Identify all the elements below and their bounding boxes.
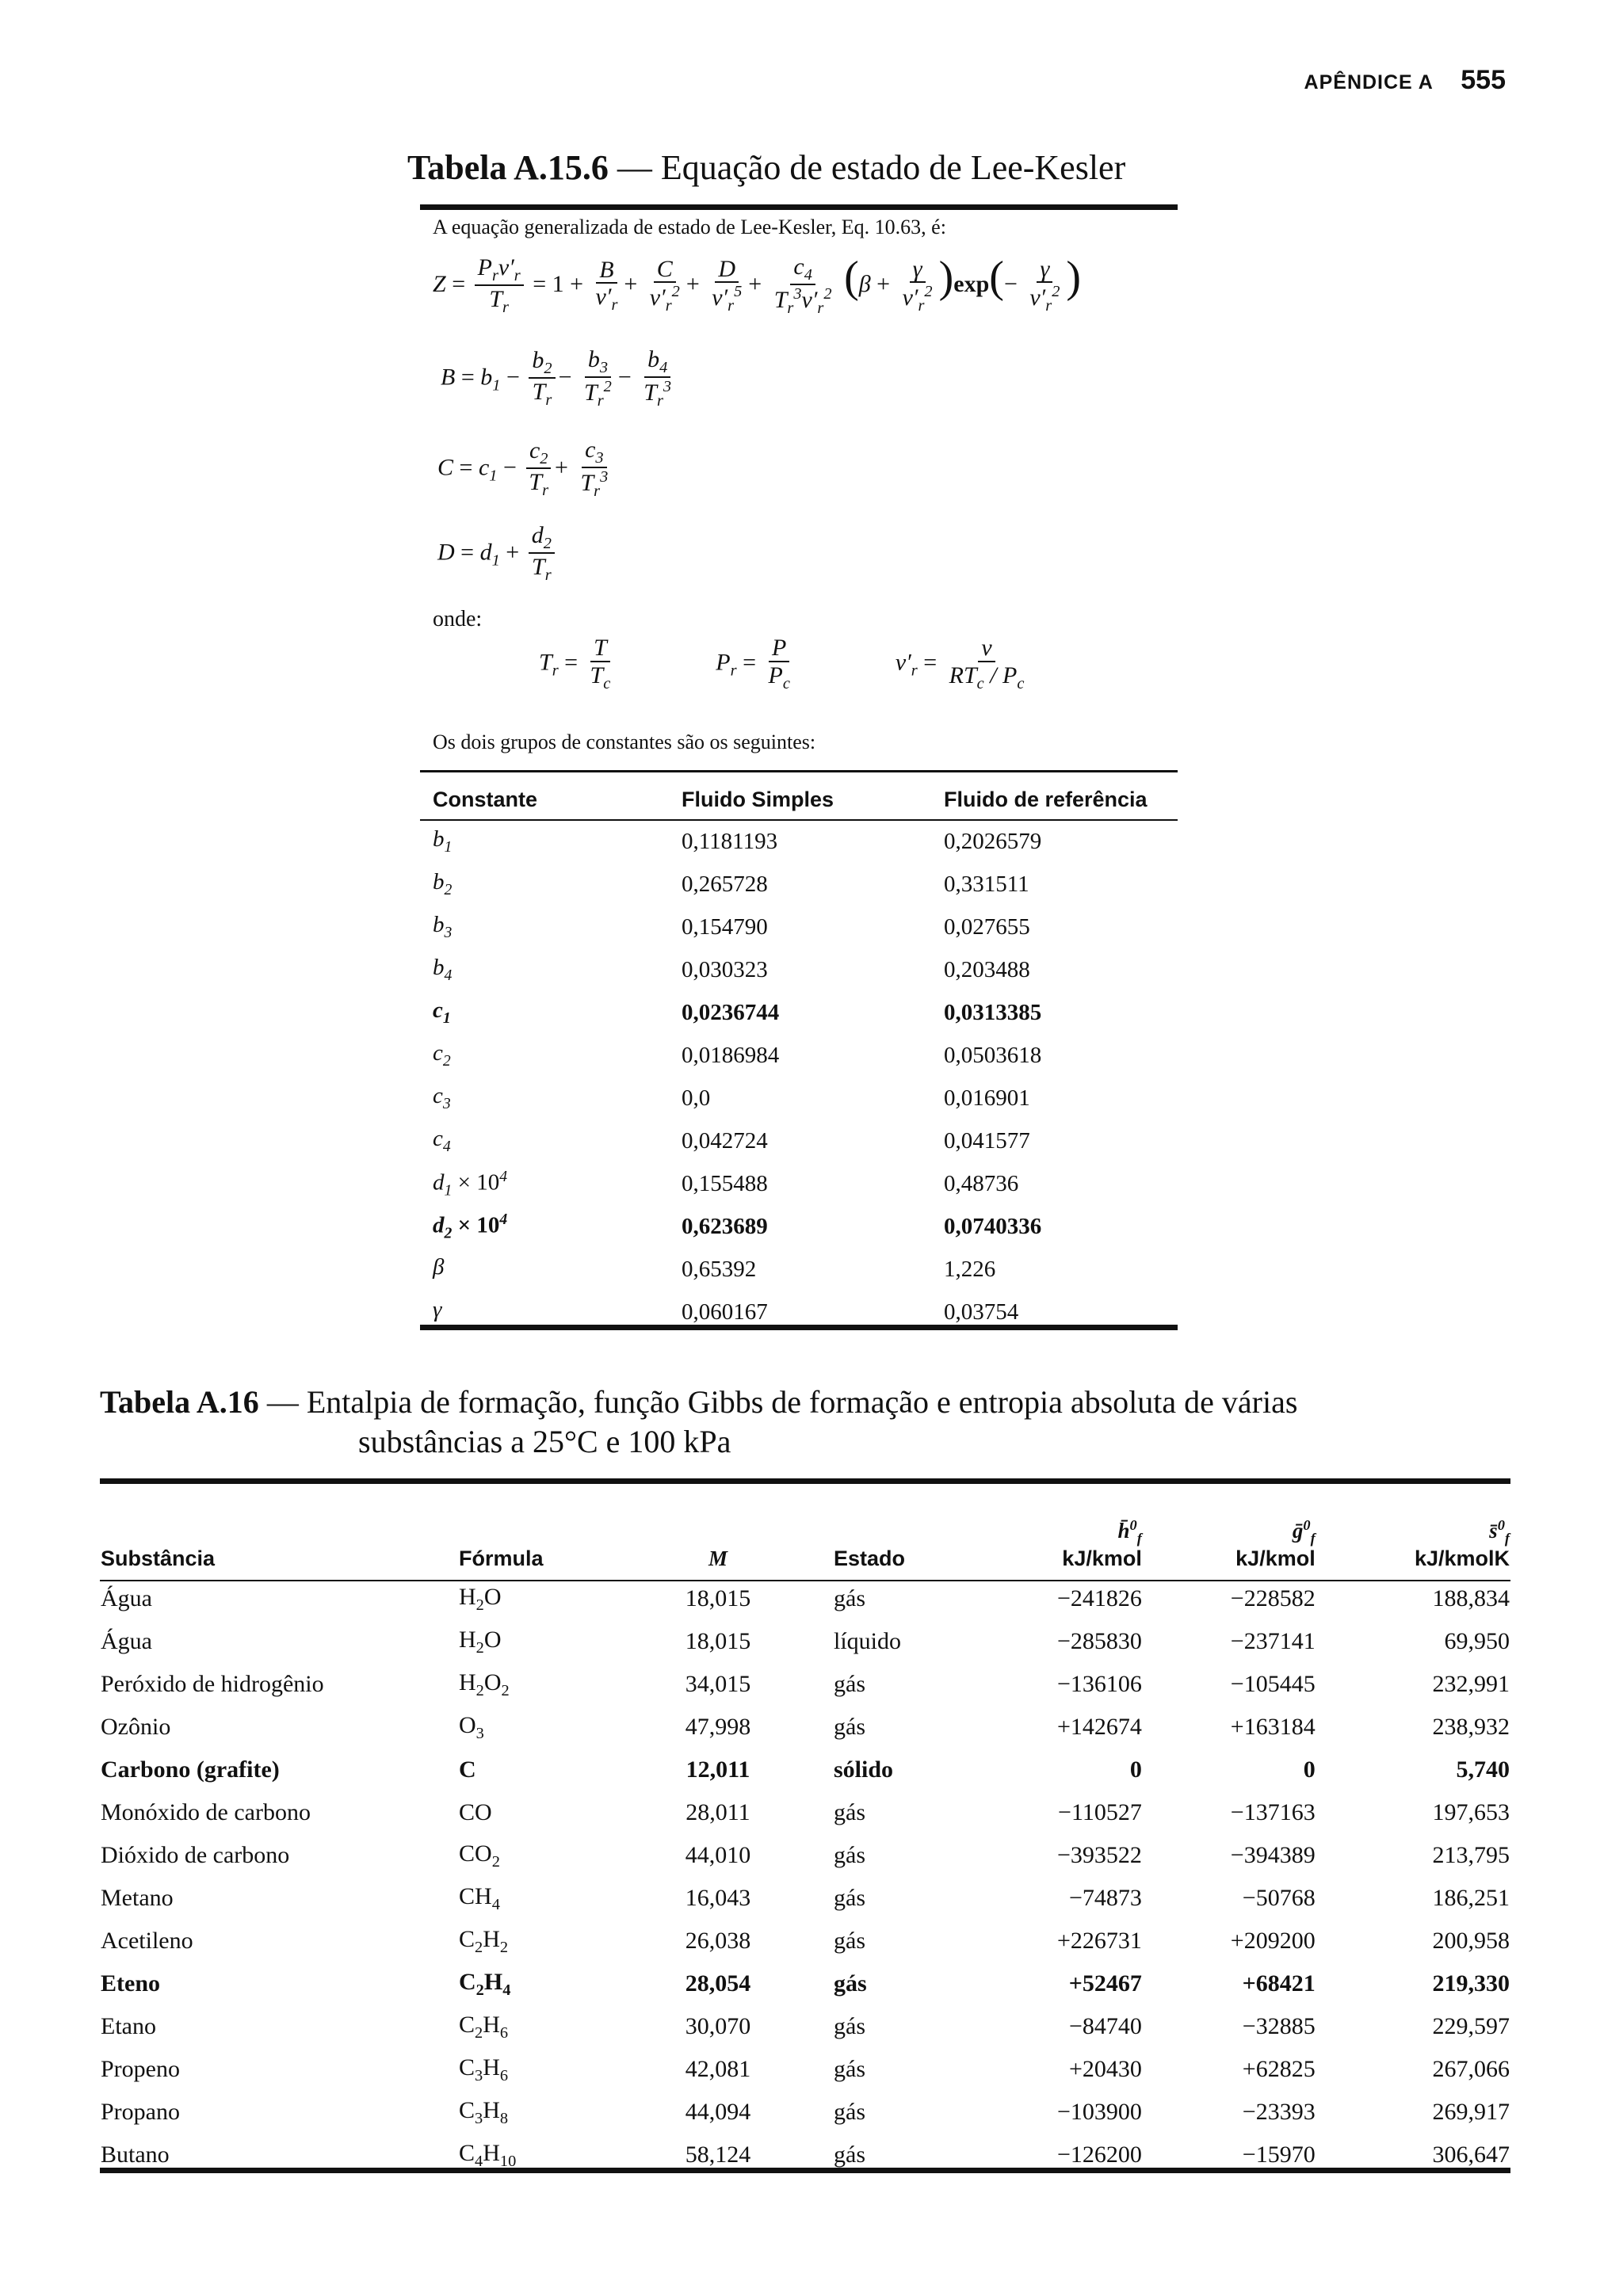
gibbs-unit: kJ/kmol [1235, 1547, 1316, 1570]
substance-formula: $CH_4$ [459, 1882, 500, 1913]
col-fluido-simples: Fluido Simples [682, 787, 834, 811]
molar-mass: 28,011 [685, 1799, 750, 1825]
reference-fluid-value: 0,016901 [944, 1085, 1030, 1111]
col-gibbs [1143, 1483, 1316, 1577]
molar-mass: 34,015 [685, 1671, 751, 1697]
gibbs-value: −32885 [1242, 2013, 1316, 2039]
state: gás [834, 1714, 865, 1740]
table2-title-text: — Entalpia de formação, função Gibbs de formação e entropia absoluta de várias [258, 1384, 1298, 1420]
reference-fluid-value: 1,226 [944, 1256, 996, 1282]
state: gás [834, 2056, 865, 2082]
table1-top-rule [420, 204, 1178, 210]
simple-fluid-value: 0,060167 [682, 1299, 768, 1325]
equation-reduced: $T_r$ = $\frac{T}{T_c}$ $P_r$ = $\frac{P}{P_c}$ $v'_r$ = $\frac{v}{RT_c / P_c}$ [539, 635, 1025, 692]
state: gás [834, 1970, 867, 1997]
substance-name: Eteno [101, 1970, 160, 1997]
table2-row [100, 1620, 1510, 1663]
constant-symbol: $c_4$ [433, 1126, 451, 1155]
col-entropy [1316, 1483, 1510, 1577]
gibbs-value: −50768 [1242, 1885, 1316, 1911]
reference-fluid-value: 0,03754 [944, 1299, 1019, 1325]
table1-intro: A equação generalizada de estado de Lee-Kesler, Eq. 10.63, é: [433, 215, 946, 238]
simple-fluid-value: 0,0186984 [682, 1042, 780, 1068]
table1-row [420, 1162, 1178, 1205]
constant-symbol: $c_3$ [433, 1083, 451, 1112]
gibbs-value: −15970 [1242, 2142, 1316, 2168]
enthalpy-value: −285830 [1056, 1628, 1142, 1654]
substance-name: Ozônio [101, 1714, 171, 1740]
entropy-value: 197,653 [1432, 1799, 1510, 1825]
reference-fluid-value: 0,2026579 [944, 828, 1042, 854]
table1-row [420, 1248, 1178, 1291]
table1-header-top-rule [420, 770, 1178, 772]
table2-row [100, 2005, 1510, 2048]
col-formula: Fórmula [459, 1547, 544, 1570]
table2-label: Tabela A.16 [100, 1384, 259, 1420]
table1-row [420, 820, 1178, 863]
state: gás [834, 1799, 865, 1825]
substance-formula: $H_2O$ [459, 1626, 502, 1657]
molar-mass: 42,081 [685, 2056, 751, 2082]
substance-name: Água [101, 1585, 152, 1611]
enthalpy-value: −103900 [1056, 2099, 1142, 2125]
lee-kesler-constants-table [420, 779, 1178, 1333]
col-enthalpy [969, 1483, 1143, 1577]
simple-fluid-value: 0,030323 [682, 956, 768, 982]
entropy-value: 232,991 [1432, 1671, 1510, 1697]
state: gás [834, 1928, 865, 1954]
table1-title [407, 147, 1125, 188]
substance-formula: CO [459, 1799, 492, 1825]
substance-formula: $C_4H_{10}$ [459, 2139, 517, 2170]
molar-mass: 28,054 [685, 1970, 751, 1997]
table2-row [100, 1577, 1510, 1620]
equation-z: Z = $\frac{P_rv'_r}{T_r}$ = 1 + $\frac{B}{v'_r}$ + $\frac{C}{v'_r^2}$ + $\frac{D}{v'_r^5}$ + $\frac{c_4}{T_r^3v'_r^2}$ (β + $\frac{\gamma}{v'_r^2}$ )exp(− $\frac{\gamma}{v'_r^2}$ ) [433, 253, 1082, 318]
entropy-value: 229,597 [1432, 2013, 1510, 2039]
state: gás [834, 1585, 865, 1611]
entropy-value: 306,647 [1432, 2142, 1510, 2168]
entropy-value: 186,251 [1432, 1885, 1510, 1911]
table2-title [100, 1383, 1297, 1421]
constant-symbol: $c_1$ [433, 997, 451, 1027]
col-substancia: Substância [101, 1547, 216, 1570]
state: gás [834, 1842, 865, 1868]
table1-row [420, 948, 1178, 991]
reference-fluid-value: 0,0503618 [944, 1042, 1042, 1068]
substance-formula: $O_3$ [459, 1711, 484, 1742]
simple-fluid-value: 0,265728 [682, 871, 768, 897]
enthalpy-value: 0 [1129, 1756, 1142, 1783]
enthalpy-value: +142674 [1056, 1714, 1142, 1740]
table1-row [420, 1205, 1178, 1248]
table2-title-line2: substâncias a 25°C e 100 kPa [358, 1424, 731, 1459]
constant-symbol: β [433, 1254, 445, 1280]
state: sólido [834, 1756, 894, 1783]
col-constante: Constante [433, 787, 538, 811]
enthalpy-unit: kJ/kmol [1062, 1547, 1142, 1570]
substance-formula: $C_3H_8$ [459, 2096, 509, 2127]
table1-header-row [420, 779, 1178, 820]
substance-formula: $C_2H_6$ [459, 2011, 509, 2042]
table2-row [100, 1962, 1510, 2005]
table1-row [420, 1077, 1178, 1119]
enthalpy-value: −393522 [1056, 1842, 1142, 1868]
enthalpy-value: −110527 [1058, 1799, 1142, 1825]
reference-fluid-value: 0,027655 [944, 913, 1030, 940]
formation-properties-table [100, 1483, 1510, 2176]
table1-row [420, 1034, 1178, 1077]
onde-label: onde: [433, 607, 483, 631]
table2-row [100, 2048, 1510, 2091]
equation-c: $C = c_1$ − $\frac{c_2}{T_r}$ + $\frac{c_3}{T_r^3}$ [437, 437, 609, 501]
constant-symbol: $b_1$ [433, 826, 453, 856]
molar-mass: 58,124 [685, 2142, 751, 2168]
substance-name: Butano [101, 2142, 170, 2168]
enthalpy-value: +20430 [1068, 2056, 1142, 2082]
col-molar-mass: M [708, 1547, 727, 1570]
gibbs-value: −23393 [1242, 2099, 1316, 2125]
substance-name: Propeno [101, 2056, 180, 2082]
state: gás [834, 2013, 865, 2039]
table1-label: Tabela A.15.6 [407, 148, 609, 187]
simple-fluid-value: 0,155488 [682, 1170, 768, 1196]
table2-row [100, 1663, 1510, 1706]
substance-formula: $C_2H_4$ [459, 1968, 511, 1999]
table2-row [100, 1920, 1510, 1962]
table1-row [420, 991, 1178, 1034]
substance-name: Metano [101, 1885, 174, 1911]
state: gás [834, 1885, 865, 1911]
col-fluido-referencia: Fluido de referência [944, 787, 1148, 811]
entropy-value: 69,950 [1444, 1628, 1510, 1654]
constant-symbol: $b_2$ [433, 869, 453, 898]
enthalpy-value: −126200 [1056, 2142, 1142, 2168]
table1-row [420, 906, 1178, 948]
constant-symbol: $b_3$ [433, 912, 453, 941]
gibbs-value: −228582 [1230, 1585, 1316, 1611]
simple-fluid-value: 0,0 [682, 1085, 711, 1111]
entropy-value: 213,795 [1432, 1842, 1510, 1868]
state: gás [834, 2099, 865, 2125]
entropy-value: 269,917 [1432, 2099, 1510, 2125]
entropy-value: 219,330 [1432, 1970, 1510, 1997]
substance-name: Carbono (grafite) [101, 1756, 280, 1783]
gibbs-value: −237141 [1230, 1628, 1316, 1654]
molar-mass: 47,998 [685, 1714, 751, 1740]
equation-b: $B = b_1$ − $\frac{b_2}{T_r}$ − $\frac{b_3}{T_r^2}$ − $\frac{b_4}{T_r^3}$ [441, 346, 672, 410]
state: gás [834, 2142, 865, 2168]
table2-row [100, 1749, 1510, 1791]
gibbs-value: +68421 [1242, 1970, 1316, 1997]
table2-row [100, 1877, 1510, 1920]
constant-symbol: γ [433, 1297, 442, 1323]
molar-mass: 44,094 [685, 2099, 751, 2125]
enthalpy-value: −241826 [1056, 1585, 1142, 1611]
gibbs-value: +163184 [1230, 1714, 1316, 1740]
substance-formula: $CO_2$ [459, 1840, 500, 1871]
equation-d: $D = d_1$ + $\frac{d_2}{T_r}$ [437, 523, 558, 585]
gibbs-value: +209200 [1230, 1928, 1316, 1954]
constant-symbol: $b_4$ [433, 955, 453, 984]
gibbs-value: 0 [1303, 1756, 1316, 1783]
table1-row [420, 1291, 1178, 1333]
table2-row [100, 1706, 1510, 1749]
substance-name: Peróxido de hidrogênio [101, 1671, 324, 1697]
table2-header-row [100, 1483, 1510, 1577]
reference-fluid-value: 0,203488 [944, 956, 1030, 982]
molar-mass: 18,015 [685, 1628, 751, 1654]
constant-symbol: $d_2 \times 10^4$ [433, 1210, 508, 1242]
entropy-unit: kJ/kmolK [1414, 1547, 1510, 1570]
simple-fluid-value: 0,65392 [682, 1256, 757, 1282]
simple-fluid-value: 0,1181193 [682, 828, 778, 854]
entropy-value: 200,958 [1432, 1928, 1510, 1954]
substance-name: Monóxido de carbono [101, 1799, 311, 1825]
substance-name: Propano [101, 2099, 180, 2125]
entropy-value: 5,740 [1456, 1756, 1510, 1783]
page-header [1304, 65, 1506, 96]
simple-fluid-value: 0,042724 [682, 1127, 768, 1154]
molar-mass: 44,010 [685, 1842, 751, 1868]
simple-fluid-value: 0,623689 [682, 1213, 768, 1239]
gibbs-value: +62825 [1242, 2056, 1316, 2082]
substance-name: Acetileno [101, 1928, 193, 1954]
molar-mass: 16,043 [685, 1885, 751, 1911]
enthalpy-value: −74873 [1068, 1885, 1142, 1911]
constant-symbol: $d_1 \times 10^4$ [433, 1167, 508, 1199]
table1-row [420, 863, 1178, 906]
simple-fluid-value: 0,154790 [682, 913, 768, 940]
constant-symbol: $c_2$ [433, 1040, 451, 1070]
substance-formula: $H_2O_2$ [459, 1669, 510, 1699]
reference-fluid-value: 0,0740336 [944, 1213, 1042, 1239]
groups-text: Os dois grupos de constantes são os seguintes: [433, 730, 816, 753]
molar-mass: 30,070 [685, 2013, 751, 2039]
entropy-symbol: s̄$^0_f$ [1489, 1516, 1510, 1546]
table1-title-text: — Equação de estado de Lee-Kesler [608, 148, 1126, 187]
reference-fluid-value: 0,331511 [944, 871, 1029, 897]
substance-formula: $H_2O$ [459, 1583, 502, 1614]
state: líquido [834, 1628, 902, 1654]
simple-fluid-value: 0,0236744 [682, 999, 780, 1025]
state: gás [834, 1671, 865, 1697]
molar-mass: 12,011 [685, 1756, 750, 1783]
substance-formula: $C_3H_6$ [459, 2054, 509, 2084]
reference-fluid-value: 0,041577 [944, 1127, 1030, 1154]
entropy-value: 238,932 [1432, 1714, 1510, 1740]
substance-name: Etano [101, 2013, 156, 2039]
substance-name: Dióxido de carbono [101, 1842, 290, 1868]
enthalpy-symbol: h̄$^0_f$ [1117, 1516, 1142, 1546]
table1-row [420, 1119, 1178, 1162]
enthalpy-value: −136106 [1056, 1671, 1142, 1697]
table2-row [100, 2091, 1510, 2134]
gibbs-symbol: ḡ$^0_f$ [1292, 1516, 1316, 1546]
enthalpy-value: +226731 [1056, 1928, 1142, 1954]
gibbs-value: −394389 [1230, 1842, 1316, 1868]
page-number: 555 [1461, 65, 1506, 95]
substance-formula: C [459, 1756, 476, 1783]
table2-row [100, 2134, 1510, 2176]
section-label: APÊNDICE A [1304, 71, 1434, 93]
reference-fluid-value: 0,0313385 [944, 999, 1042, 1025]
table2-row [100, 1834, 1510, 1877]
substance-formula: $C_2H_2$ [459, 1925, 509, 1956]
molar-mass: 26,038 [685, 1928, 751, 1954]
enthalpy-value: +52467 [1068, 1970, 1142, 1997]
enthalpy-value: −84740 [1068, 2013, 1142, 2039]
molar-mass: 18,015 [685, 1585, 751, 1611]
table2-row [100, 1791, 1510, 1834]
entropy-value: 188,834 [1432, 1585, 1510, 1611]
reference-fluid-value: 0,48736 [944, 1170, 1019, 1196]
gibbs-value: −105445 [1230, 1671, 1316, 1697]
substance-name: Água [101, 1628, 152, 1654]
col-estado: Estado [834, 1547, 906, 1570]
entropy-value: 267,066 [1432, 2056, 1510, 2082]
gibbs-value: −137163 [1230, 1799, 1316, 1825]
